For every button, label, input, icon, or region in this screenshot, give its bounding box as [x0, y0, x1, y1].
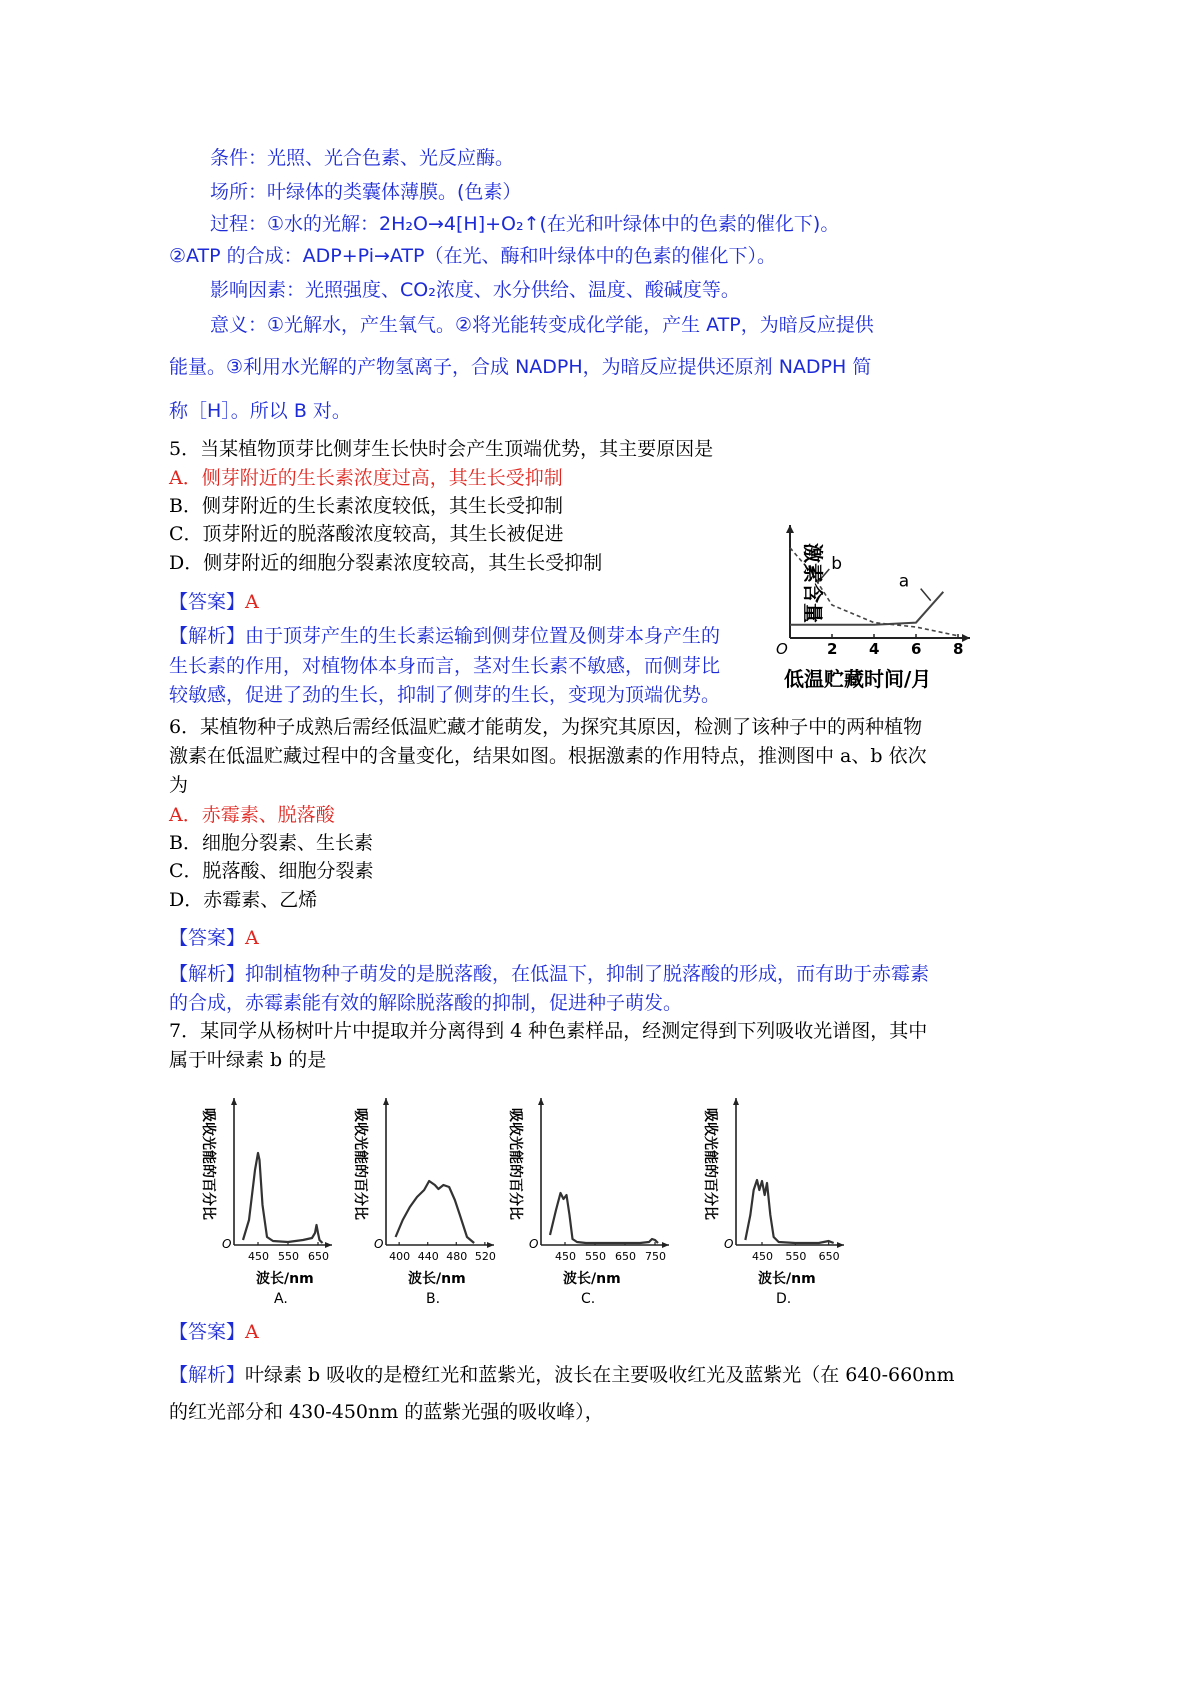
q5-explanation-1	[169, 624, 720, 648]
x-tick-label-750: 750	[645, 1250, 666, 1263]
x-tick-label-8: 8	[953, 640, 964, 658]
x-tick-label-450: 450	[752, 1250, 773, 1263]
panel-label: C.	[581, 1291, 596, 1305]
q5-explanation-3: 较敏感，促进了劲的生长，抑制了侧芽的生长，变现为顶端优势。	[169, 684, 721, 706]
q5-answer	[169, 590, 259, 614]
q6-explanation-body: 抑制植物种子萌发的是脱落酸，在低温下，抑制了脱落酸的形成，而有助于赤霉素	[245, 963, 930, 985]
x-axis-label: 波长/nm	[408, 1271, 466, 1287]
q6-option-b: B．细胞分裂素、生长素	[169, 832, 373, 854]
panel-label: B.	[426, 1291, 441, 1305]
x-tick-label-450: 450	[555, 1250, 576, 1263]
intro-place: 场所：叶绿体的类囊体薄膜。(色素）	[210, 181, 522, 203]
x-tick-label-6: 6	[911, 640, 922, 658]
x-tick-label-2: 2	[827, 640, 838, 658]
spectrum-chart-a	[198, 1090, 338, 1305]
q7-stem-1: 7．某同学从杨树叶片中提取并分离得到 4 种色素样品，经测定得到下列吸收光谱图，其中	[169, 1020, 928, 1042]
q6-answer	[169, 926, 259, 950]
y-axis-label: 吸收光能的百分比	[702, 1108, 718, 1220]
q7-explanation-2: 的红光部分和 430-450nm 的蓝紫光强的吸收峰），	[169, 1401, 604, 1423]
hormone-chart-origin: O	[776, 640, 788, 658]
q5-explanation-2: 生长素的作用，对植物体本身而言，茎对生长素不敏感，而侧芽比	[169, 655, 721, 677]
q7-answer-value: A	[245, 1321, 259, 1343]
y-axis-label: 吸收光能的百分比	[352, 1108, 368, 1220]
absorption-curve	[745, 1180, 833, 1243]
x-axis-arrow	[325, 1242, 332, 1248]
hormone-content-chart	[740, 515, 980, 695]
absorption-curve	[243, 1153, 323, 1243]
x-tick-label-650: 650	[818, 1250, 840, 1263]
y-axis-label: 吸收光能的百分比	[200, 1108, 216, 1220]
q6-explanation-tag: 【解析】	[169, 963, 246, 985]
intro-meaning-2: 能量。③利用水光解的产物氢离子，合成 NADPH，为暗反应提供还原剂 NADPH 简	[169, 356, 872, 378]
panel-label: A.	[274, 1291, 288, 1305]
q6-option-c: C．脱落酸、细胞分裂素	[169, 860, 374, 882]
x-axis-arrow	[837, 1242, 844, 1248]
x-tick-label-650: 650	[308, 1250, 329, 1263]
origin-label: O	[374, 1237, 384, 1251]
q6-explanation-2: 的合成，赤霉素能有效的解除脱落酸的抑制，促进种子萌发。	[169, 992, 683, 1014]
q6-explanation-1	[169, 962, 929, 986]
y-axis-arrow	[733, 1098, 739, 1105]
q5-option-b: B．侧芽附近的生长素浓度较低，其生长受抑制	[169, 495, 563, 517]
x-axis-label: 波长/nm	[758, 1271, 816, 1287]
x-tick-label-400: 400	[389, 1250, 411, 1263]
x-axis-arrow	[662, 1242, 669, 1248]
spectrum-chart-b	[350, 1090, 500, 1305]
x-axis-arrow	[487, 1242, 494, 1248]
intro-condition: 条件：光照、光合色素、光反应酶。	[210, 147, 515, 169]
hormone-chart-xlabel: 低温贮藏时间/月	[784, 667, 932, 691]
series-a-label: a	[898, 571, 910, 592]
intro-factors: 影响因素：光照强度、CO₂浓度、水分供给、温度、酸碱度等。	[210, 279, 740, 301]
q7-explanation-body: 叶绿素 b 吸收的是橙红光和蓝紫光，波长在主要吸收红光及蓝紫光（在 640-660nm	[245, 1364, 955, 1386]
q5-option-a: A．侧芽附近的生长素浓度过高，其生长受抑制	[169, 467, 563, 489]
q6-stem-1: 6．某植物种子成熟后需经低温贮藏才能萌发，为探究其原因，检测了该种子中的两种植物	[169, 716, 923, 738]
q5-option-d: D．侧芽附近的细胞分裂素浓度较高，其生长受抑制	[169, 552, 603, 574]
x-tick-label-550: 550	[585, 1250, 606, 1263]
intro-process-1: 过程：①水的光解：2H₂O→4[H]+O₂↑(在光和叶绿体中的色素的催化下)。	[210, 213, 840, 235]
q5-option-c: C．顶芽附近的脱落酸浓度较高，其生长被促进	[169, 523, 564, 545]
absorption-curve	[550, 1193, 658, 1243]
q6-option-d: D．赤霉素、乙烯	[169, 889, 318, 911]
intro-process-2: ②ATP 的合成：ADP+Pi→ATP（在光、酶和叶绿体中的色素的催化下）。	[169, 245, 776, 267]
origin-label: O	[222, 1237, 232, 1251]
x-tick-label-520: 520	[474, 1250, 496, 1263]
q5-answer-tag: 【答案】	[169, 591, 246, 613]
y-axis-label: 吸收光能的百分比	[507, 1108, 523, 1220]
q5-stem: 5．当某植物顶芽比侧芽生长快时会产生顶端优势，其主要原因是	[169, 438, 714, 460]
q6-answer-tag: 【答案】	[169, 927, 246, 949]
x-tick-label-4: 4	[869, 640, 880, 658]
spectrum-chart-d	[700, 1090, 850, 1305]
q5-explanation-tag: 【解析】	[169, 625, 246, 647]
q6-option-a: A．赤霉素、脱落酸	[169, 804, 335, 826]
q7-explanation-1	[169, 1363, 955, 1387]
intro-meaning-1: 意义：①光解水，产生氧气。②将光能转变成化学能，产生 ATP，为暗反应提供	[210, 314, 874, 336]
q6-answer-value: A	[245, 927, 259, 949]
x-axis-label: 波长/nm	[563, 1271, 621, 1287]
q7-stem-2: 属于叶绿素 b 的是	[169, 1049, 327, 1071]
x-axis-label: 波长/nm	[256, 1271, 314, 1287]
y-axis-arrow	[383, 1098, 389, 1105]
q7-answer	[169, 1320, 259, 1344]
x-tick-label-480: 480	[446, 1250, 468, 1263]
x-tick-label-450: 450	[248, 1250, 269, 1263]
y-axis-arrow	[538, 1098, 544, 1105]
spectrum-chart-c	[505, 1090, 675, 1305]
y-axis-arrow	[786, 525, 794, 533]
panel-label: D.	[776, 1291, 792, 1305]
q7-answer-tag: 【答案】	[169, 1321, 246, 1343]
x-tick-label-550: 550	[278, 1250, 299, 1263]
series-a-leader	[921, 589, 931, 601]
intro-meaning-3: 称［H］。所以 B 对。	[169, 400, 351, 422]
x-tick-label-440: 440	[417, 1250, 439, 1263]
q7-explanation-tag: 【解析】	[169, 1364, 246, 1386]
absorption-curve	[396, 1181, 475, 1243]
origin-label: O	[724, 1237, 734, 1251]
origin-label: O	[529, 1237, 539, 1251]
x-tick-label-550: 550	[785, 1250, 807, 1263]
series-b-label: b	[831, 554, 843, 574]
q5-explanation-body: 由于顶芽产生的生长素运输到侧芽位置及侧芽本身产生的	[245, 625, 721, 647]
hormone-chart-ylabel: 激素含量	[801, 543, 825, 623]
y-axis-arrow	[231, 1098, 237, 1105]
q6-stem-2: 激素在低温贮藏过程中的含量变化，结果如图。根据激素的作用特点，推测图中 a、b 依次	[169, 745, 927, 767]
x-tick-label-650: 650	[615, 1250, 636, 1263]
q5-answer-value: A	[245, 591, 259, 613]
q6-stem-3: 为	[169, 774, 189, 796]
